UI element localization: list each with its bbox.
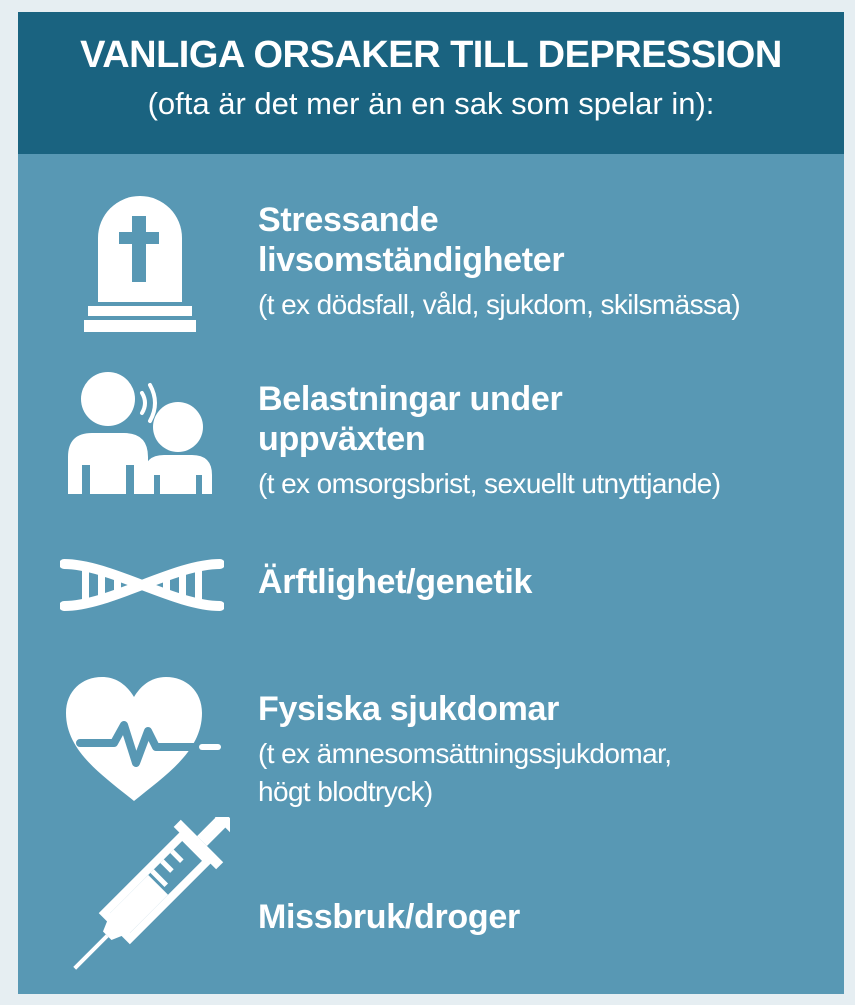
- cause-heading: Belastningar under: [258, 380, 563, 418]
- cause-heading: uppväxten: [258, 420, 426, 458]
- cause-detail: (t ex ämnesomsättningssjukdomar,: [258, 738, 672, 769]
- cause-detail: (t ex dödsfall, våld, sjukdom, skilsmässa): [258, 289, 741, 320]
- header: [18, 12, 844, 154]
- infographic-card: [18, 12, 844, 994]
- cause-heading: Ärftlighet/genetik: [258, 563, 533, 601]
- cause-item-stressful-life-events: [18, 182, 844, 342]
- cause-heading: Stressande: [258, 201, 439, 239]
- cause-heading: livsomständigheter: [258, 241, 565, 279]
- cause-item-physical-illness: [18, 667, 844, 837]
- page-title: VANLIGA ORSAKER TILL DEPRESSION: [80, 34, 782, 76]
- cause-detail: högt blodtryck): [258, 776, 433, 807]
- cause-detail: (t ex omsorgsbrist, sexuellt utnyttjande): [258, 468, 721, 499]
- cause-heading: Fysiska sjukdomar: [258, 690, 560, 728]
- cause-item-childhood-stress: [18, 357, 844, 517]
- gravestone-icon: [84, 190, 196, 332]
- page-subtitle: (ofta är det mer än en sak som spelar in):: [147, 86, 715, 121]
- heart-pulse-icon: [62, 675, 222, 803]
- syringe-icon: [58, 817, 230, 981]
- cause-item-genetics: [18, 542, 844, 632]
- cause-item-substance-abuse: [18, 817, 844, 987]
- dna-icon: [60, 554, 224, 616]
- adult-child-talking-icon: [68, 369, 218, 494]
- cause-heading: Missbruk/droger: [258, 898, 520, 936]
